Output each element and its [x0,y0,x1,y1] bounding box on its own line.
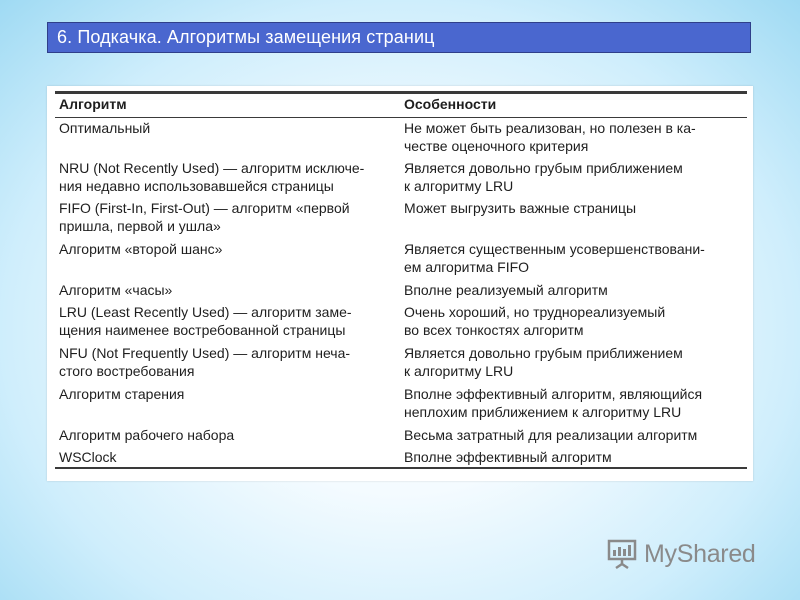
table-row-8-algorithm: Алгоритм старения [59,386,185,402]
table-bottom-rule [55,467,747,469]
slide-title-bar [47,22,751,53]
header-algorithm: Алгоритм [59,96,127,112]
table-row-7-algorithm: NFU (Not Frequently Used) — алгоритм неча- стого востребования [59,345,351,379]
algorithms-table [47,86,753,481]
table-row-3-algorithm: FIFO (First-In, First-Out) — алгоритм «первой пришла, первой и ушла» [59,200,350,234]
presentation-board-icon [606,538,638,570]
table-row-6-features: Очень хороший, но труднореализуемый во всех тонкостях алгоритм [404,304,666,338]
table-row-8-features: Вполне эффективный алгоритм, являющийся неплохим приближением к алгоритму LRU [404,386,703,420]
table-row-10-algorithm: WSClock [59,449,117,465]
slide-title: 6. Подкачка. Алгоритмы замещения страниц [57,27,435,47]
table-row-2-algorithm: NRU (Not Recently Used) — алгоритм исключе- ния недавно использовавшейся страницы [59,160,365,194]
table-header-rule [55,117,747,118]
table-row-5-features: Вполне реализуемый алгоритм [404,282,608,298]
table-top-rule [55,91,747,94]
table-row-7-features: Является довольно грубым приближением к алгоритму LRU [404,345,683,379]
table-row-4-algorithm: Алгоритм «второй шанс» [59,241,223,257]
table-row-2-features: Является довольно грубым приближением к алгоритму LRU [404,160,683,194]
table-row-3-features: Может выгрузить важные страницы [404,200,637,216]
table-row-9-algorithm: Алгоритм рабочего набора [59,427,235,443]
table-row-9-features: Весьма затратный для реализации алгоритм [404,427,698,443]
myshared-logo-text: MyShared [644,539,756,568]
header-features: Особенности [404,96,497,112]
table-row-1-features: Не может быть реализован, но полезен в ка- честве оценочного критерия [404,120,696,154]
table-row-4-features: Является существенным усовершенствовани- ем алгоритма FIFO [404,241,705,275]
myshared-logo [606,537,756,571]
table-row-10-features: Вполне эффективный алгоритм [404,449,612,465]
table-row-6-algorithm: LRU (Least Recently Used) — алгоритм заме- щения наименее востребованной страницы [59,304,352,338]
table-row-1-algorithm: Оптимальный [59,120,151,136]
table-row-5-algorithm: Алгоритм «часы» [59,282,173,298]
